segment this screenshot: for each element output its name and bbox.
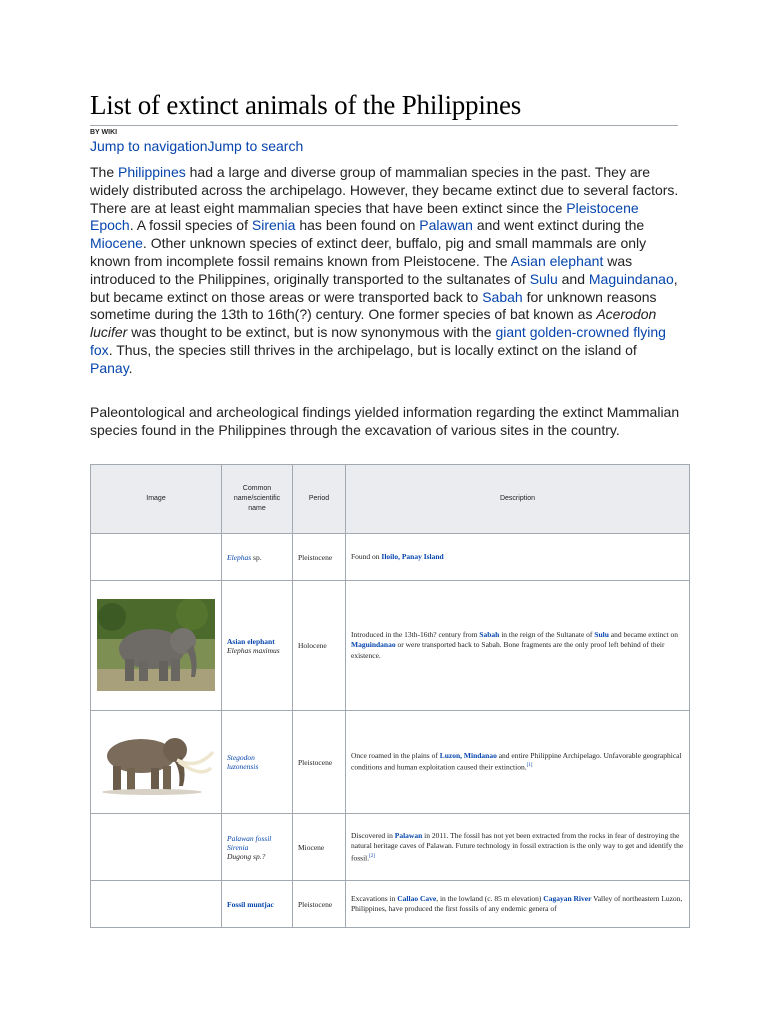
text: has been found on	[295, 217, 420, 234]
text: .	[128, 359, 133, 376]
image-cell	[91, 581, 222, 711]
text: . Other unknown species of extinct deer, buffalo, pig and small mammals are only known from incomplete fossil remains known from Pleistocene. The	[90, 235, 647, 269]
location-link[interactable]: Sabah	[479, 629, 500, 639]
text: and went extinct during the	[472, 217, 645, 234]
header-description: Description	[346, 465, 690, 534]
period-cell: Pleistocene	[293, 881, 346, 928]
link-maguindanao[interactable]: Maguindanao	[588, 270, 674, 287]
text: was thought to be extinct, but is now synonymous with the	[127, 324, 496, 341]
table-row	[91, 711, 690, 814]
text: The	[90, 164, 119, 180]
text: Valley of northeastern Luzon, Philippines, have produced the first fossils of any endemic genera of	[351, 893, 683, 913]
description-cell	[346, 814, 690, 881]
page-title: List of extinct animals of the Philippines	[90, 90, 522, 120]
title-divider	[90, 125, 678, 126]
link-flying-fox[interactable]: giant golden-crowned flying fox	[90, 324, 666, 358]
italic-species-name: Acerodon lucifer	[90, 306, 657, 341]
table-row	[91, 534, 690, 581]
period-cell: Pleistocene	[293, 711, 346, 814]
description-cell	[346, 581, 690, 711]
text: Found on	[351, 551, 382, 561]
jump-to-search-link[interactable]: Jump to search	[207, 138, 304, 154]
image-cell	[91, 534, 222, 581]
description-cell	[346, 881, 690, 928]
location-link[interactable]: Sulu	[594, 629, 609, 639]
text: Excavations in	[351, 893, 398, 903]
species-link[interactable]: Fossil muntjac	[227, 899, 274, 909]
description-cell	[346, 711, 690, 814]
text: for unknown reasons sometime during the 13th to 16th(?) century. One former species of bat known as	[90, 288, 657, 323]
header-period: Period	[293, 465, 346, 534]
location-link[interactable]: Palawan	[394, 830, 423, 840]
link-palawan[interactable]: Palawan	[419, 217, 473, 234]
text: or were transported back to Sabah. Bone fragments are the only proof left behind of their existence.	[351, 640, 665, 660]
asian-elephant-photo	[97, 599, 215, 691]
link-philippines[interactable]: Philippines	[118, 164, 186, 180]
text: was introduced to the Philippines, originally transported to the sultanates of	[90, 252, 633, 287]
description-cell	[346, 534, 690, 581]
species-link[interactable]: Palawan fossil Sirenia	[227, 833, 272, 852]
table-row	[91, 881, 690, 928]
jump-to-navigation-link[interactable]: Jump to navigation	[90, 138, 208, 154]
location-link[interactable]: Maguindanao	[351, 640, 396, 650]
table-header-row	[91, 465, 690, 534]
text: . Thus, the species still thrives in the archipelago, but is locally extinct on the island of	[108, 341, 637, 358]
table-row	[91, 814, 690, 881]
text: , but became extinct on those areas or were transported back to	[90, 270, 678, 305]
location-link[interactable]: Luzon, Mindanao	[439, 750, 497, 760]
image-cell	[91, 711, 222, 814]
citation[interactable]: [2]	[369, 853, 375, 859]
scientific-name: Elephas maximus	[227, 645, 280, 655]
byline: BY WIKI	[90, 129, 118, 136]
species-link[interactable]: Stegodon luzonensis	[227, 753, 259, 771]
name-cell	[222, 581, 293, 711]
species-link[interactable]: Asian elephant	[227, 636, 275, 646]
text: . A fossil species of	[129, 217, 252, 234]
header-name: Common name/scientific name	[222, 465, 293, 534]
link-asian-elephant[interactable]: Asian elephant	[510, 252, 604, 269]
text: in the reign of the Sultanate of	[499, 629, 595, 639]
species-suffix: sp.	[251, 552, 262, 562]
period-cell: Pleistocene	[293, 534, 346, 581]
text: and became extinct on	[608, 629, 679, 639]
text: in 2011. The fossil has not yet been extracted from the rocks in fear of destroying the natural heritage caves of Palawan. Future technology in fossil extraction is the only way to get and identify the fossil.	[351, 830, 684, 862]
table-row	[91, 581, 690, 711]
intro-paragraph	[90, 164, 680, 378]
period-cell: Holocene	[293, 581, 346, 711]
header-image: Image	[91, 465, 222, 534]
name-cell	[222, 711, 293, 814]
text: , in the lowland (c. 85 m elevation)	[436, 893, 544, 903]
species-link[interactable]: Elephas	[227, 552, 252, 562]
link-panay[interactable]: Panay	[90, 359, 129, 376]
link-sirenia[interactable]: Sirenia	[251, 217, 296, 234]
text: Once roamed in the plains of	[351, 750, 440, 760]
findings-paragraph: Paleontological and archeological findings yielded information regarding the extinct Mammalian species found in the Philippines through the excavation of various sites in the country.	[90, 404, 680, 438]
location-link[interactable]: Cagayan River	[543, 893, 592, 903]
text: Introduced in the 13th-16th? century from	[351, 629, 480, 639]
link-sulu[interactable]: Sulu	[529, 270, 558, 287]
image-cell	[91, 881, 222, 928]
name-cell	[222, 814, 293, 881]
link-sabah[interactable]: Sabah	[482, 288, 523, 305]
period-cell: Miocene	[293, 814, 346, 881]
name-cell	[222, 534, 293, 581]
location-link[interactable]: Callao Cave	[397, 893, 437, 903]
location-link[interactable]: Iloilo, Panay Island	[381, 551, 444, 561]
stegodon-illustration	[97, 726, 215, 796]
image-cell	[91, 814, 222, 881]
text: and entire Philippine Archipelago. Unfavorable geographical conditions and human exploitation caused their extinction.	[351, 750, 682, 772]
citation[interactable]: [1]	[526, 763, 533, 769]
extinct-animals-table	[90, 464, 690, 928]
text: had a large and diverse group of mammalian species in the past. They are widely distributed across the archipelago. However, they became extinct due to several factors. There are at least eight mammalian species that have been extinct since the	[90, 164, 679, 216]
jump-links	[90, 138, 303, 154]
link-miocene[interactable]: Miocene	[90, 235, 143, 252]
name-cell	[222, 881, 293, 928]
text: and	[557, 270, 589, 287]
link-pleistocene-epoch[interactable]: Pleistocene Epoch	[90, 199, 639, 234]
scientific-name: Dugong sp.?	[227, 851, 266, 861]
text: Discovered in	[351, 830, 395, 840]
